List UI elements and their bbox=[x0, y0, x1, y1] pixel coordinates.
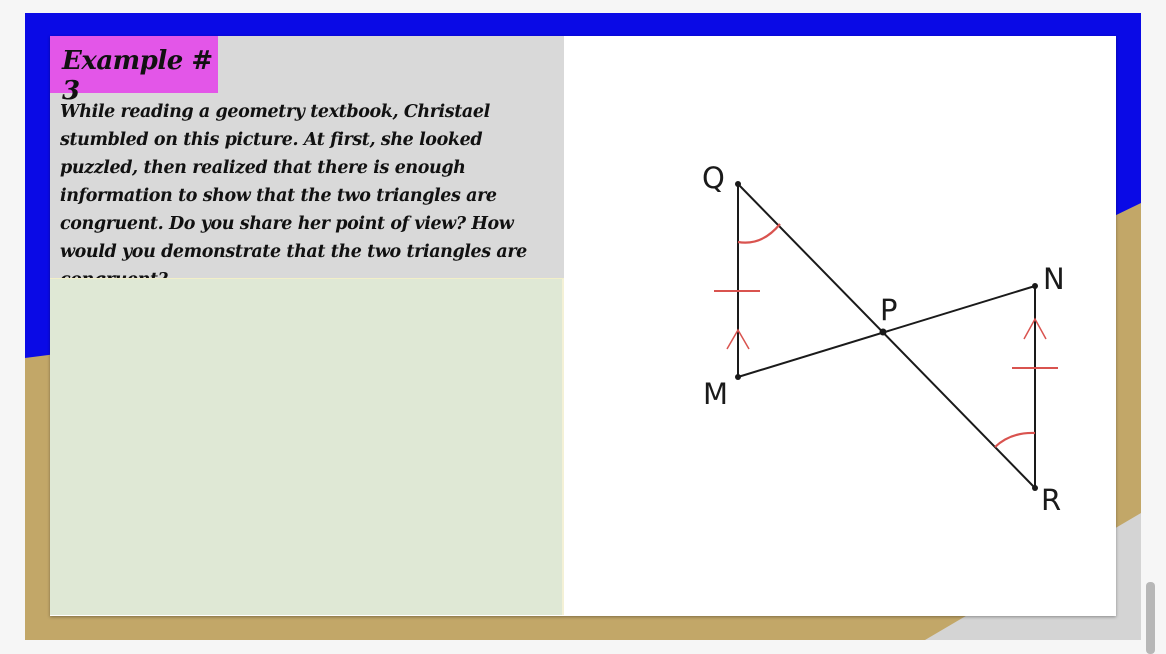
slide-card bbox=[50, 36, 1116, 616]
segment-qr bbox=[738, 184, 1035, 488]
angle-arc-r bbox=[995, 433, 1035, 447]
angle-arc-q bbox=[738, 224, 780, 243]
geometry-figure bbox=[564, 36, 1116, 616]
point-n bbox=[1032, 283, 1038, 289]
question-panel bbox=[50, 36, 564, 278]
label-m: M bbox=[703, 377, 729, 411]
point-m bbox=[735, 374, 741, 380]
example-title: Example # 3 bbox=[50, 36, 218, 93]
answer-area[interactable] bbox=[50, 278, 564, 615]
label-r: R bbox=[1041, 483, 1062, 517]
label-p: P bbox=[880, 293, 898, 327]
question-text: While reading a geometry textbook, Christael stumbled on this picture. At first, she looked puzzled, then realized that there is enough information to show that the two triangles are congruent. Do you share her point of view? How would you demonstrate that the two triangles are bbox=[60, 102, 527, 262]
label-q: Q bbox=[702, 161, 725, 195]
point-q bbox=[735, 181, 741, 187]
point-r bbox=[1032, 485, 1038, 491]
point-p bbox=[880, 329, 887, 336]
label-n: N bbox=[1043, 262, 1065, 296]
vertical-scrollbar[interactable] bbox=[1146, 582, 1155, 654]
